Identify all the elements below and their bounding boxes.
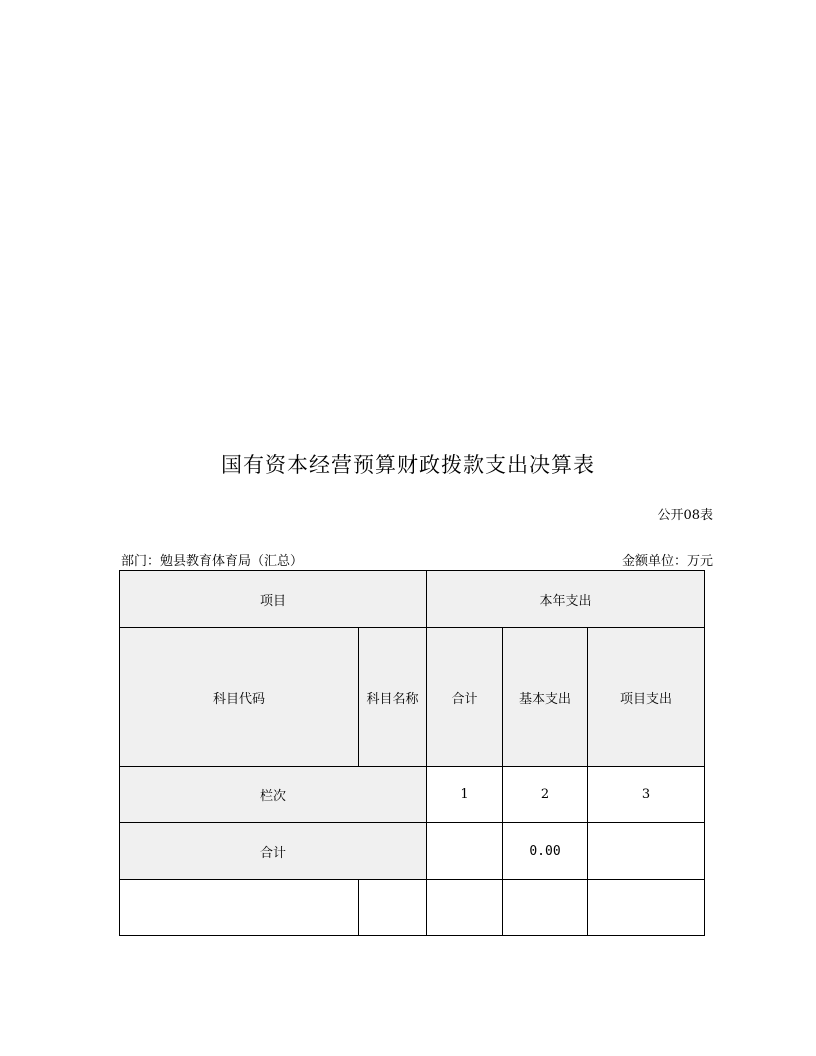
form-number: 公开08表 [657, 508, 713, 523]
expenditure-table [119, 570, 705, 936]
report-title: 国有资本经营预算财政拨款支出决算表 [221, 453, 595, 477]
empty-cell [427, 880, 503, 936]
header-row-2 [120, 628, 705, 767]
amount-unit-label: 金额单位：万元 [621, 554, 713, 569]
header-current-year-cell: 本年支出 [427, 571, 705, 628]
table-row [120, 880, 705, 936]
basic-value-cell: 0.00 [503, 823, 588, 880]
total-value-cell [427, 823, 503, 880]
column-number-1: 1 [427, 767, 503, 823]
header-row-1 [120, 571, 705, 628]
subject-code-header: 科目代码 [120, 628, 359, 767]
column-number-2: 2 [503, 767, 588, 823]
project-expenditure-header: 项目支出 [588, 628, 705, 767]
column-number-3: 3 [588, 767, 705, 823]
column-number-row [120, 767, 705, 823]
empty-cell [588, 880, 705, 936]
total-row [120, 823, 705, 880]
empty-cell [503, 880, 588, 936]
total-row-label: 合计 [120, 823, 427, 880]
empty-cell [120, 880, 359, 936]
total-header: 合计 [427, 628, 503, 767]
header-item-cell: 项目 [120, 571, 427, 628]
subject-name-header: 科目名称 [359, 628, 427, 767]
column-number-label: 栏次 [120, 767, 427, 823]
empty-cell [359, 880, 427, 936]
project-value-cell [588, 823, 705, 880]
basic-expenditure-header: 基本支出 [503, 628, 588, 767]
department-label: 部门：勉县教育体育局（汇总） [121, 554, 304, 569]
